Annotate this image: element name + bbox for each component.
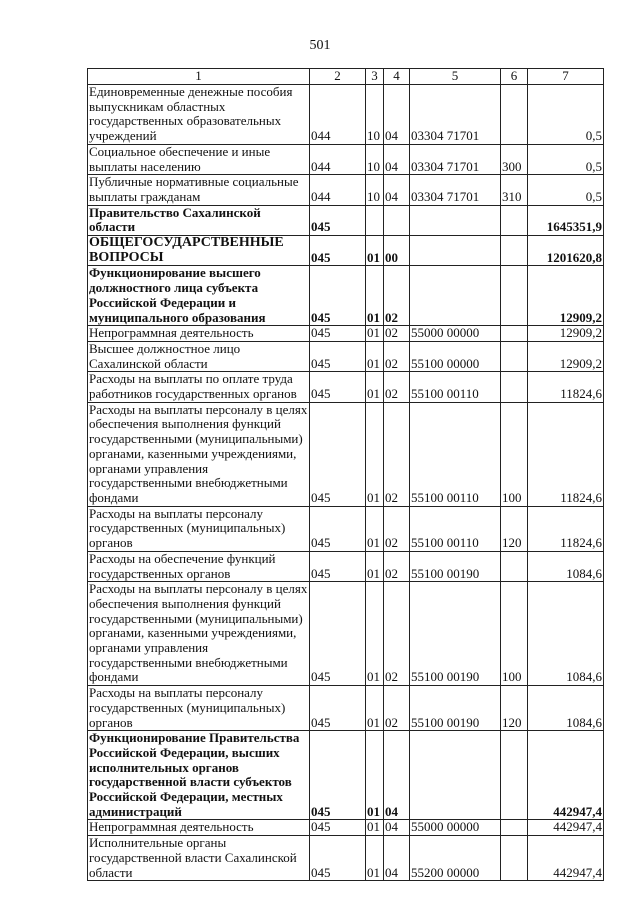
amount-cell: 0,5 <box>528 175 604 205</box>
row-name-cell: Исполнительные органы государственной власти Сахалинской области <box>88 836 310 881</box>
target-article-code-cell <box>410 266 501 326</box>
table-header-row <box>88 69 604 85</box>
target-article-code-cell: 55000 00000 <box>410 326 501 342</box>
expense-type-code-cell <box>501 85 528 145</box>
row-name-cell: Функционирование высшего должностного лица субъекта Российской Федерации и муниципального образования <box>88 266 310 326</box>
section-code-cell: 10 <box>366 144 384 174</box>
expense-type-code-cell <box>501 836 528 881</box>
amount-cell: 1201620,8 <box>528 236 604 266</box>
expense-type-code-cell: 100 <box>501 402 528 506</box>
expense-type-code-cell: 310 <box>501 175 528 205</box>
admin-code-cell: 045 <box>310 506 366 551</box>
section-code-cell: 01 <box>366 582 384 686</box>
row-name-cell: Расходы на обеспечение функций государственных органов <box>88 551 310 581</box>
table-row <box>88 836 604 881</box>
amount-cell: 442947,4 <box>528 836 604 881</box>
subsection-code-cell: 04 <box>384 731 410 820</box>
column-header: 2 <box>310 69 366 85</box>
section-code-cell: 01 <box>366 326 384 342</box>
table-row <box>88 205 604 235</box>
section-code-cell: 10 <box>366 175 384 205</box>
section-code-cell: 01 <box>366 551 384 581</box>
column-header: 6 <box>501 69 528 85</box>
target-article-code-cell <box>410 236 501 266</box>
subsection-code-cell: 04 <box>384 820 410 836</box>
subsection-code-cell: 02 <box>384 551 410 581</box>
target-article-code-cell: 55100 00110 <box>410 506 501 551</box>
section-code-cell: 01 <box>366 820 384 836</box>
admin-code-cell: 045 <box>310 820 366 836</box>
admin-code-cell: 045 <box>310 686 366 731</box>
expense-type-code-cell <box>501 551 528 581</box>
subsection-code-cell: 02 <box>384 326 410 342</box>
target-article-code-cell <box>410 205 501 235</box>
table-row <box>88 326 604 342</box>
expense-type-code-cell: 120 <box>501 686 528 731</box>
admin-code-cell: 045 <box>310 326 366 342</box>
subsection-code-cell: 02 <box>384 582 410 686</box>
row-name-cell: Единовременные денежные пособия выпускникам областных государственных образовательных учреждений <box>88 85 310 145</box>
amount-cell: 1084,6 <box>528 551 604 581</box>
section-code-cell: 01 <box>366 731 384 820</box>
section-code-cell: 01 <box>366 402 384 506</box>
subsection-code-cell: 04 <box>384 836 410 881</box>
table-row <box>88 731 604 820</box>
expense-type-code-cell <box>501 372 528 402</box>
row-name-cell: Публичные нормативные социальные выплаты гражданам <box>88 175 310 205</box>
admin-code-cell: 045 <box>310 236 366 266</box>
target-article-code-cell: 55000 00000 <box>410 820 501 836</box>
row-name-cell: Расходы на выплаты персоналу государственных (муниципальных) органов <box>88 506 310 551</box>
admin-code-cell: 045 <box>310 731 366 820</box>
row-name-cell: Расходы на выплаты персоналу в целях обеспечения выполнения функций государственными (муниципальными) органами, казенными учреждениями, органами управления государственными внебюджетными фондами <box>88 582 310 686</box>
expense-type-code-cell <box>501 341 528 371</box>
target-article-code-cell <box>410 731 501 820</box>
subsection-code-cell: 02 <box>384 372 410 402</box>
table-row <box>88 85 604 145</box>
row-name-cell: Расходы на выплаты персоналу государственных (муниципальных) органов <box>88 686 310 731</box>
admin-code-cell: 045 <box>310 582 366 686</box>
target-article-code-cell: 55100 00110 <box>410 372 501 402</box>
admin-code-cell: 045 <box>310 205 366 235</box>
row-name-cell: ОБЩЕГОСУДАРСТВЕННЫЕ ВОПРОСЫ <box>88 236 310 266</box>
amount-cell: 0,5 <box>528 144 604 174</box>
target-article-code-cell: 55100 00190 <box>410 551 501 581</box>
subsection-code-cell: 04 <box>384 175 410 205</box>
table-row <box>88 175 604 205</box>
section-code-cell: 10 <box>366 85 384 145</box>
expense-type-code-cell <box>501 820 528 836</box>
row-name-cell: Расходы на выплаты персоналу в целях обеспечения выполнения функций государственными (муниципальными) органами, казенными учреждениями, органами управления государственными внебюджетными фондами <box>88 402 310 506</box>
table-row <box>88 506 604 551</box>
expense-type-code-cell: 100 <box>501 582 528 686</box>
table-row <box>88 266 604 326</box>
row-name-cell: Правительство Сахалинской области <box>88 205 310 235</box>
subsection-code-cell: 02 <box>384 341 410 371</box>
admin-code-cell: 045 <box>310 266 366 326</box>
row-name-cell: Функционирование Правительства Российской Федерации, высших исполнительных органов государственной власти субъектов Российской Федерации, местных администраций <box>88 731 310 820</box>
table-row <box>88 402 604 506</box>
table-row <box>88 341 604 371</box>
expense-type-code-cell <box>501 731 528 820</box>
target-article-code-cell: 55100 00110 <box>410 402 501 506</box>
table-row <box>88 236 604 266</box>
expense-type-code-cell <box>501 205 528 235</box>
target-article-code-cell: 55200 00000 <box>410 836 501 881</box>
section-code-cell: 01 <box>366 372 384 402</box>
subsection-code-cell: 02 <box>384 506 410 551</box>
expense-type-code-cell: 300 <box>501 144 528 174</box>
section-code-cell: 01 <box>366 266 384 326</box>
amount-cell: 12909,2 <box>528 326 604 342</box>
admin-code-cell: 045 <box>310 341 366 371</box>
expense-type-code-cell <box>501 266 528 326</box>
amount-cell: 442947,4 <box>528 820 604 836</box>
expense-type-code-cell: 120 <box>501 506 528 551</box>
target-article-code-cell: 03304 71701 <box>410 144 501 174</box>
amount-cell: 1645351,9 <box>528 205 604 235</box>
section-code-cell: 01 <box>366 236 384 266</box>
expense-type-code-cell <box>501 326 528 342</box>
admin-code-cell: 045 <box>310 372 366 402</box>
table-row <box>88 144 604 174</box>
amount-cell: 11824,6 <box>528 372 604 402</box>
admin-code-cell: 045 <box>310 402 366 506</box>
section-code-cell: 01 <box>366 836 384 881</box>
row-name-cell: Непрограммная деятельность <box>88 820 310 836</box>
table-row <box>88 372 604 402</box>
subsection-code-cell: 02 <box>384 686 410 731</box>
amount-cell: 1084,6 <box>528 582 604 686</box>
subsection-code-cell: 04 <box>384 85 410 145</box>
target-article-code-cell: 03304 71701 <box>410 85 501 145</box>
target-article-code-cell: 03304 71701 <box>410 175 501 205</box>
subsection-code-cell: 04 <box>384 144 410 174</box>
table-row <box>88 820 604 836</box>
section-code-cell: 01 <box>366 686 384 731</box>
budget-table <box>87 68 604 881</box>
row-name-cell: Непрограммная деятельность <box>88 326 310 342</box>
target-article-code-cell: 55100 00190 <box>410 582 501 686</box>
amount-cell: 442947,4 <box>528 731 604 820</box>
amount-cell: 12909,2 <box>528 341 604 371</box>
page-number: 501 <box>309 38 331 53</box>
row-name-cell: Расходы на выплаты по оплате труда работников государственных органов <box>88 372 310 402</box>
subsection-code-cell: 00 <box>384 236 410 266</box>
admin-code-cell: 045 <box>310 836 366 881</box>
table-row <box>88 686 604 731</box>
admin-code-cell: 045 <box>310 551 366 581</box>
column-header: 5 <box>410 69 501 85</box>
table-row <box>88 551 604 581</box>
column-header: 7 <box>528 69 604 85</box>
column-header: 4 <box>384 69 410 85</box>
column-header: 3 <box>366 69 384 85</box>
table-row <box>88 582 604 686</box>
subsection-code-cell <box>384 205 410 235</box>
admin-code-cell: 044 <box>310 85 366 145</box>
admin-code-cell: 044 <box>310 144 366 174</box>
subsection-code-cell: 02 <box>384 402 410 506</box>
column-header: 1 <box>88 69 310 85</box>
section-code-cell: 01 <box>366 341 384 371</box>
amount-cell: 1084,6 <box>528 686 604 731</box>
amount-cell: 11824,6 <box>528 402 604 506</box>
subsection-code-cell: 02 <box>384 266 410 326</box>
admin-code-cell: 044 <box>310 175 366 205</box>
section-code-cell: 01 <box>366 506 384 551</box>
row-name-cell: Высшее должностное лицо Сахалинской области <box>88 341 310 371</box>
row-name-cell: Социальное обеспечение и иные выплаты населению <box>88 144 310 174</box>
amount-cell: 12909,2 <box>528 266 604 326</box>
expense-type-code-cell <box>501 236 528 266</box>
target-article-code-cell: 55100 00190 <box>410 686 501 731</box>
target-article-code-cell: 55100 00000 <box>410 341 501 371</box>
amount-cell: 11824,6 <box>528 506 604 551</box>
amount-cell: 0,5 <box>528 85 604 145</box>
section-code-cell <box>366 205 384 235</box>
